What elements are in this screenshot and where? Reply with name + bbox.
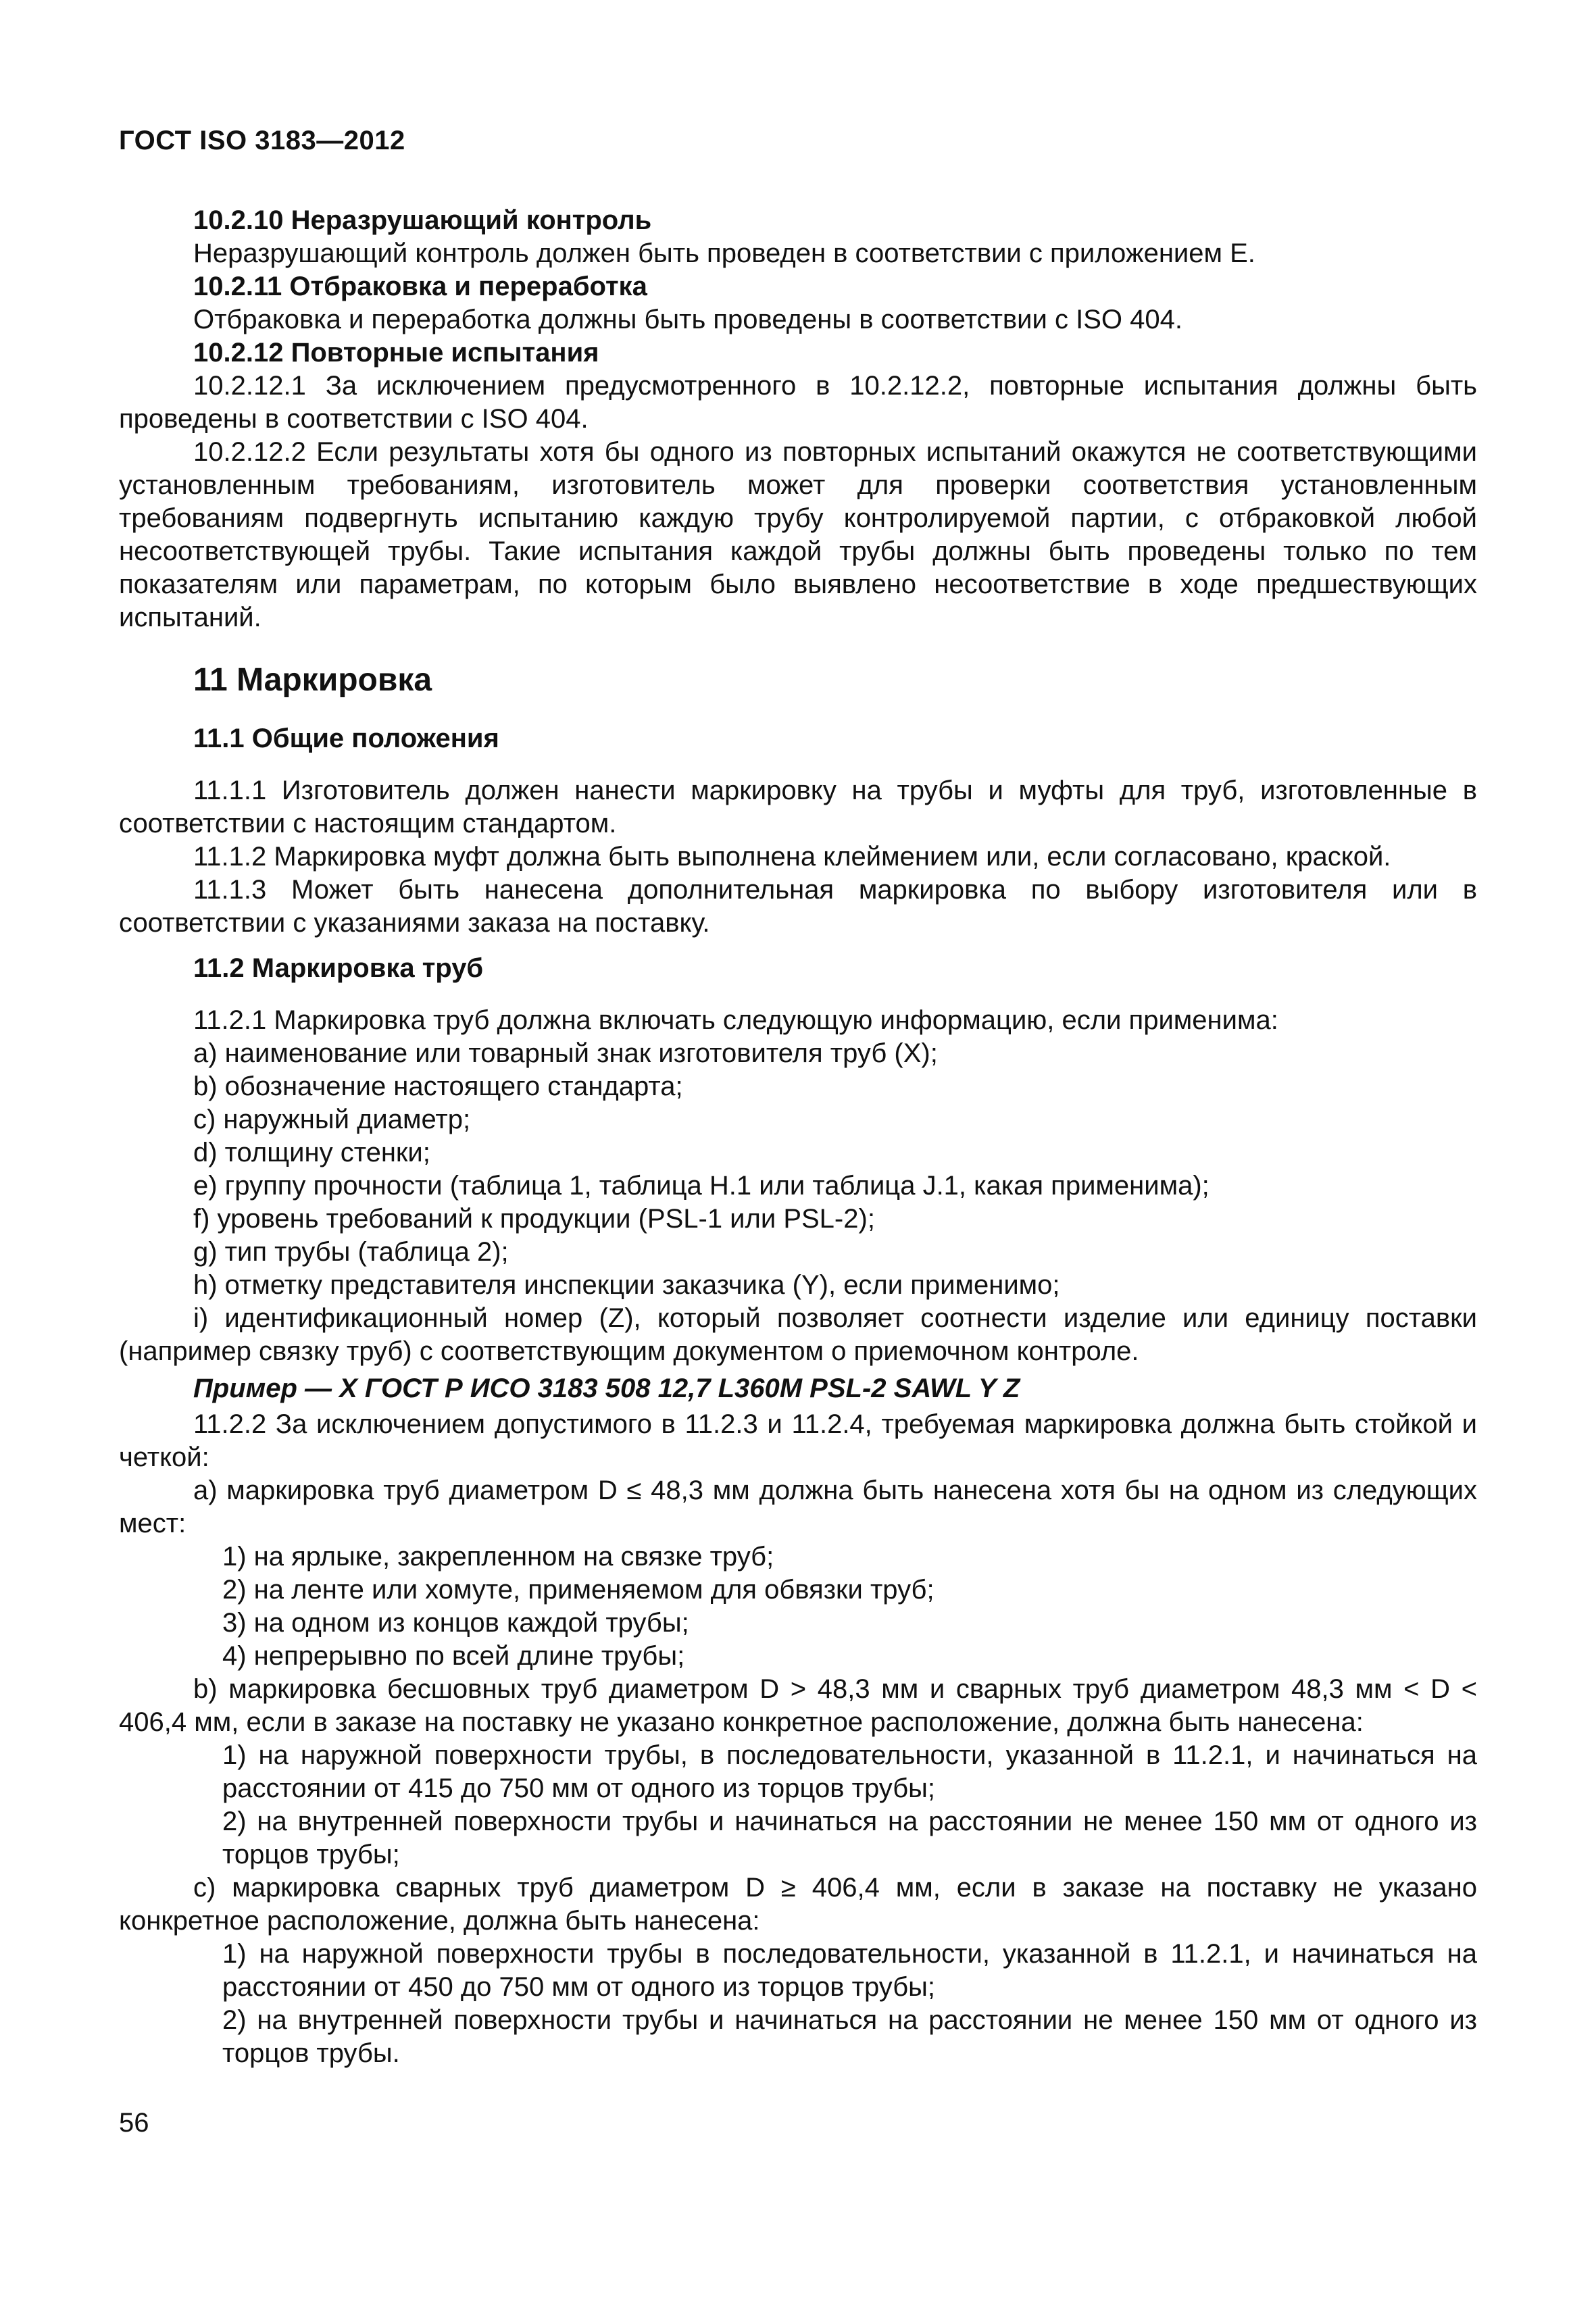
list-item: a) наименование или товарный знак изготовителя труб (X); [193, 1038, 938, 1068]
page-number: 56 [119, 2108, 149, 2138]
heading-10-2-10: 10.2.10 Неразрушающий контроль [193, 205, 652, 235]
list-item: b) маркировка бесшовных труб диаметром D > 48,3 мм и сварных труб диаметром 48,3 мм < D < 406,4 мм, если в заказе на поставку не указано конкретное расположение, должна быть нанесена: [119, 1674, 1477, 1737]
list-item: b) обозначение настоящего стандарта; [193, 1072, 683, 1101]
sub-list-item: 4) непрерывно по всей длине трубы; [222, 1641, 685, 1671]
sub-list-item: 2) на внутренней поверхности трубы и начинаться на расстоянии не менее 150 мм от одного из торцов трубы; [222, 1807, 1477, 1869]
paragraph: 11.2.2 За исключением допустимого в 11.2.3 и 11.2.4, требуемая маркировка должна быть стойкой и четкой: [119, 1409, 1477, 1472]
section-heading-11: 11 Маркировка [193, 662, 432, 698]
document-header: ГОСТ ISO 3183—2012 [119, 126, 405, 155]
list-item: h) отметку представителя инспекции заказчика (Y), если применимо; [193, 1270, 1060, 1300]
paragraph: 10.2.12.2 Если результаты хотя бы одного из повторных испытаний окажутся не соответствующими установленным требованиям, изготовитель может для проверки соответствия установленным требованиям подвергнуть испытанию каждую трубу контролируемой партии, с отбраковкой любой несоответствующей трубы. Такие испытания каждой трубы должны быть проведены только по тем показателям или параметрам, по которым было выявлено несоответствие в ходе предшествующих испытаний. [119, 437, 1477, 632]
list-item: c) маркировка сварных труб диаметром D ≥ 406,4 мм, если в заказе на поставку не указано конкретное расположение, должна быть нанесена: [119, 1873, 1477, 1936]
sub-list-item: 2) на ленте или хомуте, применяемом для обвязки труб; [222, 1575, 934, 1605]
list-item: g) тип трубы (таблица 2); [193, 1237, 509, 1267]
paragraph: Отбраковка и переработка должны быть проведены в соответствии с ISO 404. [193, 305, 1182, 334]
sub-list-item: 1) на наружной поверхности трубы в последовательности, указанной в 11.2.1, и начинаться на расстоянии от 450 до 750 мм от одного из торцов трубы; [222, 1939, 1477, 2002]
list-item: e) группу прочности (таблица 1, таблица H.1 или таблица J.1, какая применима); [193, 1171, 1210, 1201]
document-body [119, 204, 1477, 2070]
sub-list-item: 2) на внутренней поверхности трубы и начинаться на расстоянии не менее 150 мм от одного из торцов трубы. [222, 2005, 1477, 2068]
heading-10-2-12: 10.2.12 Повторные испытания [193, 338, 599, 368]
paragraph: 10.2.12.1 За исключением предусмотренного в 10.2.12.2, повторные испытания должны быть проведены в соответствии с ISO 404. [119, 371, 1477, 434]
sub-list-item: 1) на наружной поверхности трубы, в последовательности, указанной в 11.2.1, и начинаться на расстоянии от 415 до 750 мм от одного из торцов трубы; [222, 1740, 1477, 1803]
paragraph: 11.1.1 Изготовитель должен нанести маркировку на трубы и муфты для труб, изготовленные в соответствии с настоящим стандартом. [119, 776, 1477, 838]
paragraph: 11.1.3 Может быть нанесена дополнительная маркировка по выбору изготовителя или в соответствии с указаниями заказа на поставку. [119, 875, 1477, 938]
list-item: a) маркировка труб диаметром D ≤ 48,3 мм должна быть нанесена хотя бы на одном из следующих мест: [119, 1476, 1477, 1538]
list-item: i) идентификационный номер (Z), который позволяет соотнести изделие или единицу поставки (например связку труб) с соответствующим документом о приемочном контроле. [119, 1303, 1477, 1366]
list-item: c) наружный диаметр; [193, 1105, 471, 1134]
sub-list-item: 1) на ярлыке, закрепленном на связке труб; [222, 1542, 774, 1571]
list-item: d) толщину стенки; [193, 1138, 430, 1167]
paragraph: 11.1.2 Маркировка муфт должна быть выполнена клеймением или, если согласовано, краской. [193, 842, 1391, 872]
list-item: f) уровень требований к продукции (PSL-1 или PSL-2); [193, 1204, 875, 1234]
heading-11-2: 11.2 Маркировка труб [193, 953, 484, 983]
heading-11-1: 11.1 Общие положения [193, 724, 499, 753]
sub-list-item: 3) на одном из концов каждой трубы; [222, 1608, 689, 1638]
paragraph: Неразрушающий контроль должен быть проведен в соответствии с приложением Е. [193, 238, 1255, 268]
paragraph: 11.2.1 Маркировка труб должна включать следующую информацию, если применима: [193, 1005, 1278, 1035]
example-line: Пример — X ГОСТ Р ИСО 3183 508 12,7 L360M PSL-2 SAWL Y Z [193, 1374, 1020, 1403]
heading-10-2-11: 10.2.11 Отбраковка и переработка [193, 272, 647, 301]
